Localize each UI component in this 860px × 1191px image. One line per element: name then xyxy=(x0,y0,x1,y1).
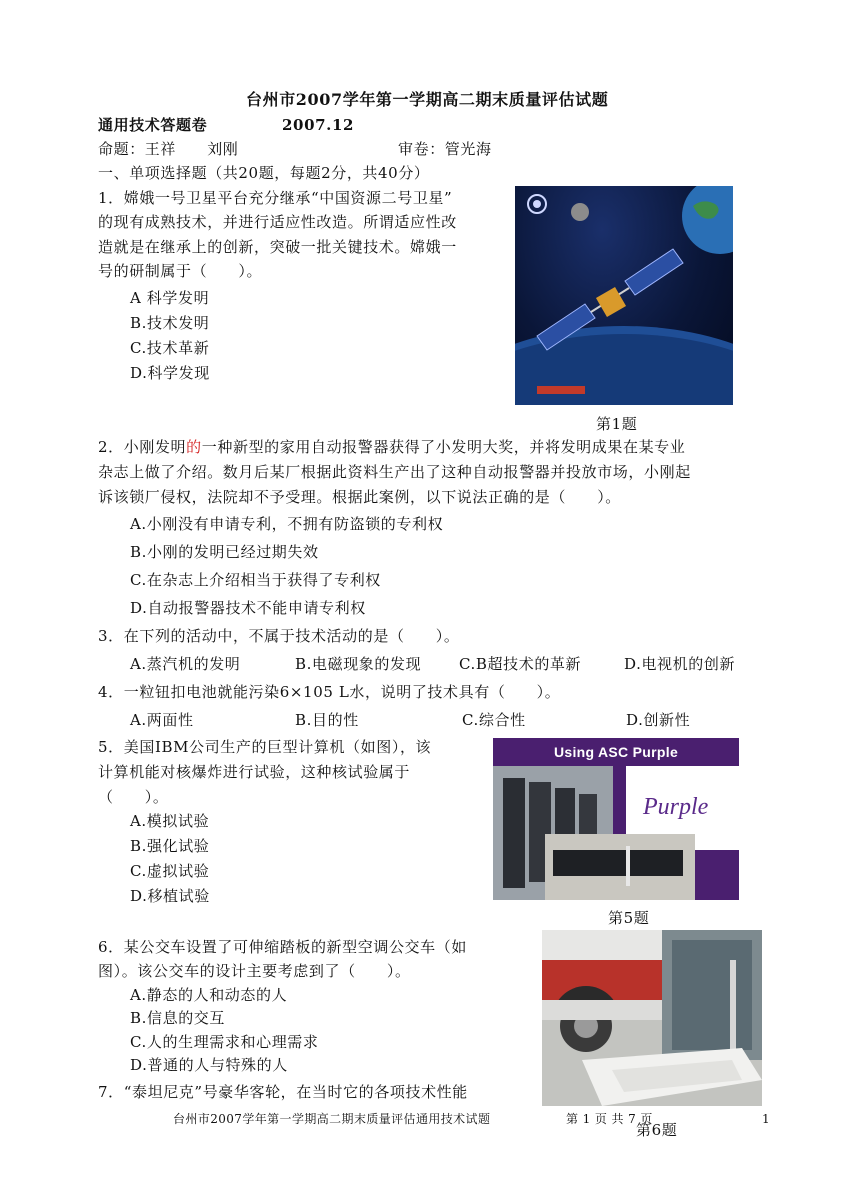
q7-line-1: 7．“泰坦尼克”号豪华客轮，在当时它的各项技术性能 xyxy=(98,1083,468,1101)
satellite-illustration xyxy=(515,186,733,405)
q5-line-3: （ ）。 xyxy=(98,788,169,806)
q1-option-a: A 科学发明 xyxy=(130,289,210,307)
q4-stem: 4．一粒钮扣电池就能污染6×105 L水，说明了技术具有（ ）。 xyxy=(98,683,561,701)
q5-line-1: 5．美国IBM公司生产的巨型计算机（如图），该 xyxy=(98,738,432,756)
q5-option-b: B.强化试验 xyxy=(130,837,210,855)
q5-option-c: C.虚拟试验 xyxy=(130,862,210,880)
q5-option-d: D.移植试验 xyxy=(130,887,210,905)
q2-option-b: B.小刚的发明已经过期失效 xyxy=(130,543,319,561)
paper-subtitle: 通用技术答题卷 xyxy=(98,116,208,134)
bus-illustration xyxy=(542,930,762,1106)
q4-option-d: D.创新性 xyxy=(626,711,691,729)
q1-option-b: B.技术发明 xyxy=(130,314,210,332)
purple-logo: Purple xyxy=(643,794,709,820)
q3-option-d: D.电视机的创新 xyxy=(624,655,736,673)
supercomputer-image xyxy=(493,738,739,900)
q1-caption: 第1题 xyxy=(596,415,638,433)
q2-option-c: C.在杂志上介绍相当于获得了专利权 xyxy=(130,571,381,589)
q5-caption: 第5题 xyxy=(608,909,650,927)
footer-page-number: 1 xyxy=(762,1112,771,1126)
page-title: 台州市2007学年第一学期高二期末质量评估试题 xyxy=(246,90,609,109)
q2-line-1-pre: 2．小刚发明 xyxy=(98,438,187,456)
authors: 命题：王祥 刘刚 xyxy=(98,140,239,158)
satellite-image xyxy=(515,186,733,405)
q2-option-d: D.自动报警器技术不能申请专利权 xyxy=(130,599,366,617)
q2-option-a: A.小刚没有申请专利，不拥有防盗锁的专利权 xyxy=(130,515,444,533)
bus-image xyxy=(542,930,762,1106)
q4-option-c: C.综合性 xyxy=(462,711,526,729)
q2-line-1-post: 一种新型的家用自动报警器获得了小发明大奖，并将发明成果在某专业 xyxy=(201,438,686,456)
q6-option-a: A.静态的人和动态的人 xyxy=(130,986,288,1004)
q6-option-d: D.普通的人与特殊的人 xyxy=(130,1056,288,1074)
q1-line-1: 1．嫦娥一号卫星平台充分继承“中国资源二号卫星” xyxy=(98,189,453,207)
q3-option-a: A.蒸汽机的发明 xyxy=(130,655,241,673)
q1-line-4: 号的研制属于（ ）。 xyxy=(98,262,263,280)
q2-highlighted-char: 的 xyxy=(186,438,202,456)
q4-option-b: B.目的性 xyxy=(295,711,359,729)
q6-option-c: C.人的生理需求和心理需求 xyxy=(130,1033,319,1051)
q5-option-a: A.模拟试验 xyxy=(130,812,210,830)
q2-line-3: 诉该锁厂侵权，法院却不予受理。根据此案例，以下说法正确的是（ ）。 xyxy=(98,488,621,506)
q6-line-2: 图）。该公交车的设计主要考虑到了（ ）。 xyxy=(98,962,411,980)
q6-line-1: 6．某公交车设置了可伸缩踏板的新型空调公交车（如 xyxy=(98,938,467,956)
q3-stem: 3．在下列的活动中，不属于技术活动的是（ ）。 xyxy=(98,627,460,645)
footer-page-info: 第 1 页 共 7 页 xyxy=(566,1112,653,1126)
paper-date: 2007.12 xyxy=(282,116,355,134)
image-heading: Using ASC Purple xyxy=(553,744,679,760)
q1-line-3: 造就是在继承上的创新，突破一批关键技术。嫦娥一 xyxy=(98,238,457,256)
section-heading: 一、单项选择题（共20题，每题2分，共40分） xyxy=(98,164,430,182)
q2-line-2: 杂志上做了介绍。数月后某厂根据此资料生产出了这种自动报警器并投放市场，小刚起 xyxy=(98,463,691,481)
q1-option-c: C.技术革新 xyxy=(130,339,210,357)
q6-caption: 第6题 xyxy=(636,1121,678,1139)
q1-line-2: 的现有成熟技术，并进行适应性改造。所谓适应性改 xyxy=(98,213,457,231)
q1-option-d: D.科学发现 xyxy=(130,364,210,382)
q3-option-c: C.B超技术的革新 xyxy=(459,655,582,673)
q5-line-2: 计算机能对核爆炸进行试验，这种核试验属于 xyxy=(98,763,411,781)
reviewer: 审卷：管光海 xyxy=(398,140,492,158)
q4-option-a: A.两面性 xyxy=(130,711,194,729)
q3-option-b: B.电磁现象的发现 xyxy=(295,655,422,673)
q2-line-1 xyxy=(98,435,685,459)
footer-text: 台州市2007学年第一学期高二期末质量评估通用技术试题 xyxy=(173,1112,491,1126)
q6-option-b: B.信息的交互 xyxy=(130,1009,225,1027)
